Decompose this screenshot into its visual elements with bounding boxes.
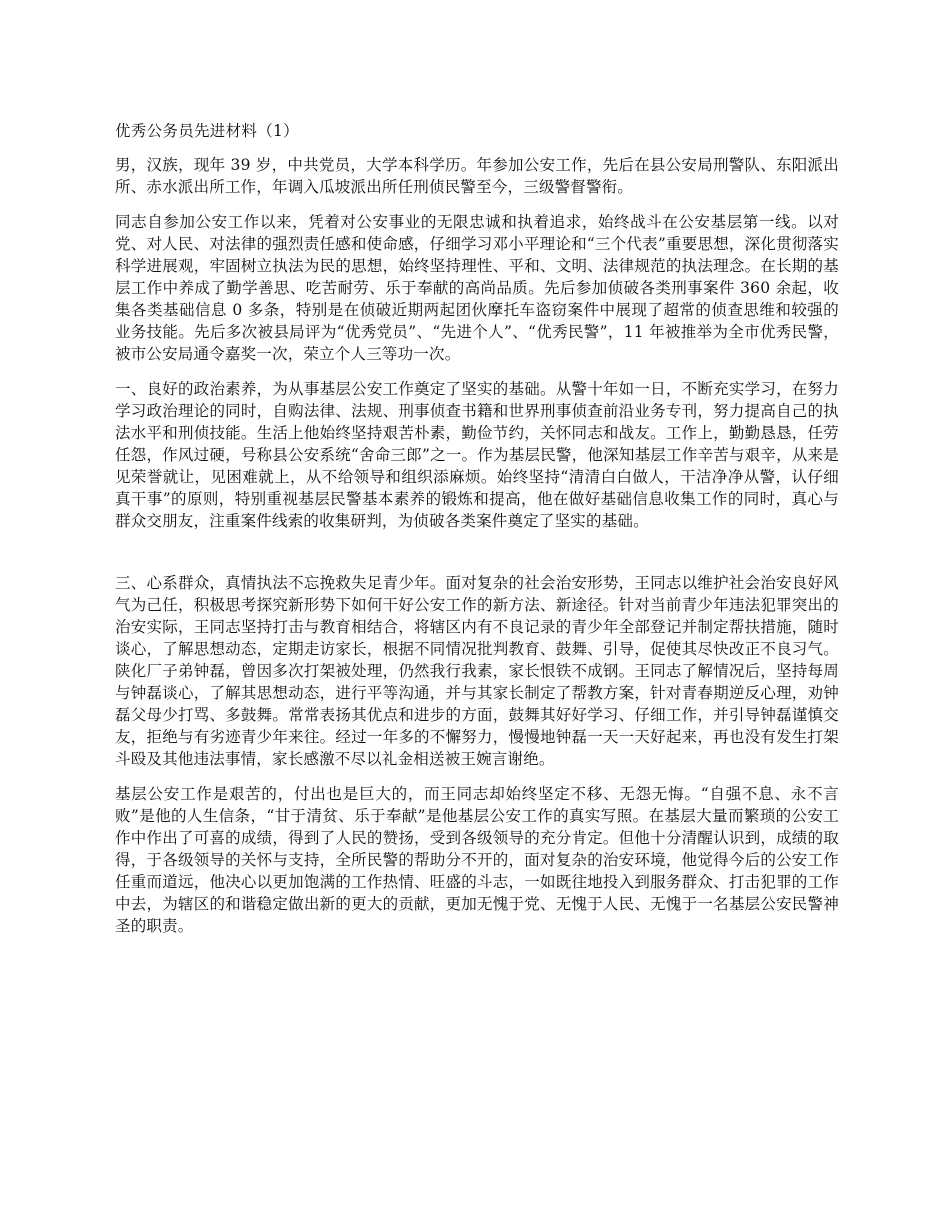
section-gap bbox=[115, 545, 839, 572]
paragraph-conclusion: 基层公安工作是艰苦的，付出也是巨大的，而王同志却始终坚定不移、无怨无悔。“自强不息、永不言败”是他的人生信条，“甘于清贫、乐于奉献”是他基层公安工作的真实写照。在基层大量而繁琐的公安工作中作出了可喜的成绩，得到了人民的赞扬，受到各级领导的充分肯定。但他十分清醒认识到，成绩的取得，于各级领导的关怀与支持，全所民警的帮助分不开的，面对复杂的治安环境，他觉得今后的公安工作任重而道远，他决心以更加饱满的工作热情、旺盛的斗志，一如既往地投入到服务群众、打击犯罪的工作中去，为辖区的和谐稳定做出新的更大的贡献，更加无愧于党、无愧于人民、无愧于一名基层公安民警神圣的职责。 bbox=[115, 785, 839, 935]
document-title: 优秀公务员先进材料（1） bbox=[115, 122, 299, 140]
paragraph-career-summary: 同志自参加公安工作以来，凭着对公安事业的无限忠诚和执着追求，始终战斗在公安基层第一线。以对党、对人民、对法律的强烈责任感和使命感，仔细学习邓小平理论和“三个代表”重要思想，深化贯彻落实科学进展观，牢固树立执法为民的思想，始终坚持理性、平和、文明、法律规范的执法理念。在长期的基层工作中养成了勤学善思、吃苦耐劳、乐于奉献的高尚品质。先后参加侦破各类刑事案件 360 余起，收集各类基础信息 0 多条，特别是在侦破近期两起团伙摩托车盗窃案件中展现了超常的侦查思维和较强的业务技能。先后多次被县局评为“优秀党员”、“先进个人”、“优秀民警”，11 年被推举为全市优秀民警，被市公安局通令嘉奖一次，荣立个人三等功一次。 bbox=[115, 213, 839, 363]
document-page bbox=[115, 120, 839, 950]
paragraph-personal-info: 男，汉族，现年 39 岁，中共党员，大学本科学历。年参加公安工作，先后在县公安局刑警队、东阳派出所、赤水派出所工作，年调入瓜坡派出所任刑侦民警至今，三级警督警衔。 bbox=[115, 156, 839, 196]
paragraph-political-quality: 一、良好的政治素养，为从事基层公安工作奠定了坚实的基础。从警十年如一日，不断充实学习，在努力学习政治理论的同时，自购法律、法规、刑事侦查书籍和世界刑事侦查前沿业务专刊，努力提高自己的执法水平和刑侦技能。生活上他始终坚持艰苦朴素，勤俭节约，关怀同志和战友。工作上，勤勤恳恳，任劳任怨，作风过硬，号称县公安系统“舍命三郎”之一。作为基层民警，他深知基层工作辛苦与艰辛，从来是见荣誉就让，见困难就上，从不给领导和组织添麻烦。始终坚持“清清白白做人，干洁净净从警，认仔细真干事”的原则，特别重视基层民警基本素养的锻炼和提高，他在做好基础信息收集工作的同时，真心与群众交朋友，注重案件线索的收集研判，为侦破各类案件奠定了坚实的基础。 bbox=[115, 380, 839, 530]
paragraph-care-for-masses: 三、心系群众，真情执法不忘挽救失足青少年。面对复杂的社会治安形势，王同志以维护社会治安良好风气为己任，积极思考探究新形势下如何干好公安工作的新方法、新途径。针对当前青少年违法犯罪突出的治安实际，王同志坚持打击与教育相结合，将辖区内有不良记录的青少年全部登记并制定帮扶措施，随时谈心，了解思想动态，定期走访家长，根据不同情况批判教育、鼓舞、引导，促使其尽快改正不良习气。陕化厂子弟钟磊，曾因多次打架被处理，仍然我行我素，家长恨铁不成钢。王同志了解情况后，坚持每周与钟磊谈心，了解其思想动态，进行平等沟通，并与其家长制定了帮教方案，针对青春期逆反心理，劝钟磊父母少打骂、多鼓舞。常常表扬其优点和进步的方面，鼓舞其好好学习、仔细工作，并引导钟磊谨慎交友，拒绝与有劣迹青少年来往。经过一年多的不懈努力，慢慢地钟磊一天一天好起来，再也没有发生打架斗殴及其他违法事情，家长感激不尽以礼金相送被王婉言谢绝。 bbox=[115, 574, 839, 768]
